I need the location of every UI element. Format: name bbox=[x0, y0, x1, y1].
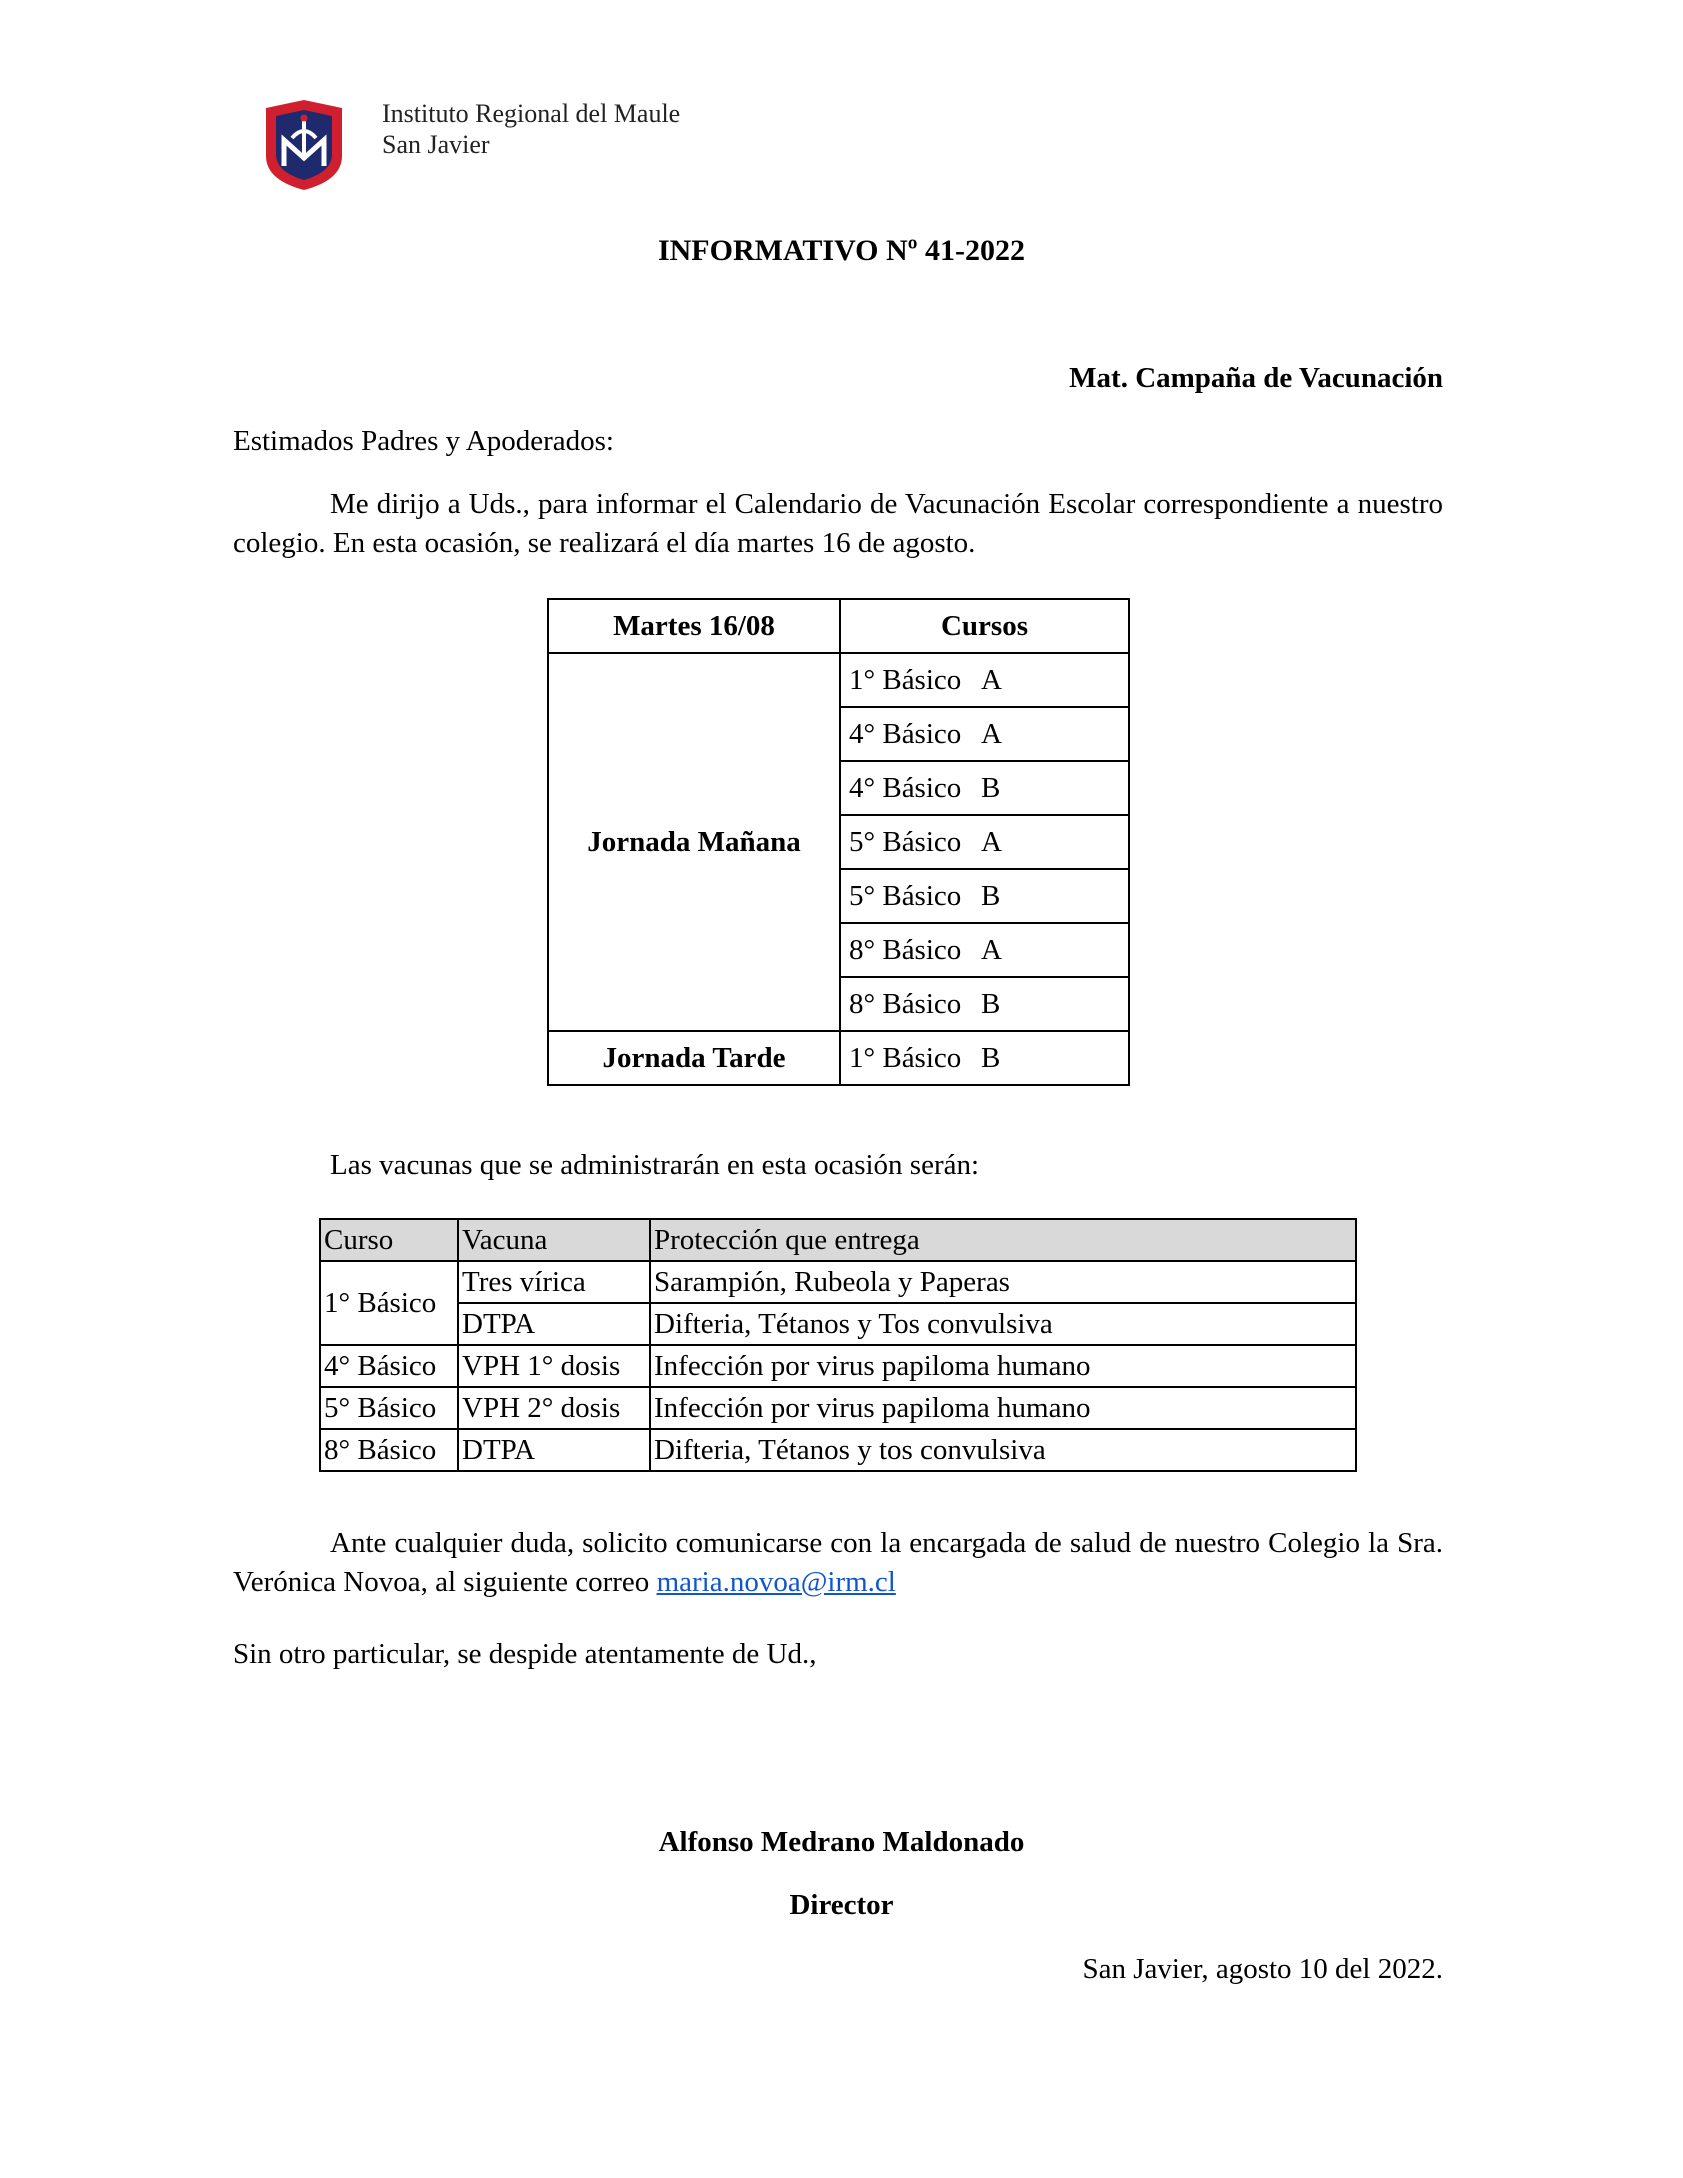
schedule-header-row bbox=[548, 599, 1129, 653]
vaccine-cell: DTPA bbox=[458, 1303, 650, 1345]
contact-paragraph bbox=[233, 1524, 1443, 1602]
header-course: Curso bbox=[320, 1219, 458, 1261]
vaccine-cell: DTPA bbox=[458, 1429, 650, 1471]
schedule-header-date: Martes 16/08 bbox=[548, 599, 840, 653]
course-cell: 4° Básico A bbox=[840, 707, 1129, 761]
signer-name: Alfonso Medrano Maldonado bbox=[658, 1826, 1025, 1858]
place-date: San Javier, agosto 10 del 2022. bbox=[1082, 1953, 1443, 1985]
intro-text: Me dirijo a Uds., para informar el Calendario de Vacunación Escolar correspondiente a nuestro colegio. En esta ocasión, se realizará el día martes 16 de agosto. bbox=[233, 488, 1443, 559]
table-row bbox=[548, 1031, 1129, 1085]
intro-paragraph bbox=[233, 485, 1443, 563]
table-row bbox=[320, 1345, 1356, 1387]
table-row bbox=[320, 1429, 1356, 1471]
course-cell: 5° Básico bbox=[320, 1387, 458, 1429]
course-cell: 5° Básico A bbox=[840, 815, 1129, 869]
vaccine-cell: Tres vírica bbox=[458, 1261, 650, 1303]
greeting: Estimados Padres y Apoderados: bbox=[233, 425, 614, 457]
subject-line: Mat. Campaña de Vacunación bbox=[1069, 362, 1443, 394]
document-title: INFORMATIVO Nº 41-2022 bbox=[657, 234, 1026, 267]
course-cell: 1° Básico A bbox=[840, 653, 1129, 707]
course-cell: 5° Básico B bbox=[840, 869, 1129, 923]
signer-role: Director bbox=[789, 1889, 894, 1921]
table-row bbox=[320, 1303, 1356, 1345]
schedule-header-courses: Cursos bbox=[840, 599, 1129, 653]
afternoon-shift-label: Jornada Tarde bbox=[548, 1031, 840, 1085]
school-logo bbox=[262, 98, 346, 192]
header-protection: Protección que entrega bbox=[650, 1219, 1356, 1261]
school-city: San Javier bbox=[382, 130, 490, 159]
contact-text: Ante cualquier duda, solicito comunicarse con la encargada de salud de nuestro Colegio la Sra. Verónica Novoa, al siguiente correo bbox=[233, 1527, 1443, 1598]
protection-cell: Infección por virus papiloma humano bbox=[650, 1345, 1356, 1387]
course-cell: 8° Básico B bbox=[840, 977, 1129, 1031]
vaccines-table bbox=[319, 1218, 1357, 1472]
school-name: Instituto Regional del Maule bbox=[382, 99, 681, 128]
contact-email-link[interactable]: maria.novoa@irm.cl bbox=[656, 1566, 896, 1598]
table-row bbox=[320, 1261, 1356, 1303]
header-vaccine: Vacuna bbox=[458, 1219, 650, 1261]
protection-cell: Sarampión, Rubeola y Paperas bbox=[650, 1261, 1356, 1303]
schedule-table bbox=[547, 598, 1130, 1086]
protection-cell: Difteria, Tétanos y Tos convulsiva bbox=[650, 1303, 1356, 1345]
table-row bbox=[548, 653, 1129, 707]
course-cell: 4° Básico bbox=[320, 1345, 458, 1387]
table-row bbox=[320, 1387, 1356, 1429]
closing-line: Sin otro particular, se despide atentamente de Ud., bbox=[233, 1638, 817, 1670]
course-cell: 1° Básico B bbox=[840, 1031, 1129, 1085]
vaccines-intro-text: Las vacunas que se administrarán en esta ocasión serán: bbox=[330, 1149, 980, 1181]
vaccine-cell: VPH 1° dosis bbox=[458, 1345, 650, 1387]
vaccine-cell: VPH 2° dosis bbox=[458, 1387, 650, 1429]
protection-cell: Infección por virus papiloma humano bbox=[650, 1387, 1356, 1429]
protection-cell: Difteria, Tétanos y tos convulsiva bbox=[650, 1429, 1356, 1471]
course-cell: 1° Básico bbox=[320, 1261, 458, 1345]
course-cell: 8° Básico A bbox=[840, 923, 1129, 977]
morning-shift-label: Jornada Mañana bbox=[548, 653, 840, 1031]
vaccines-header-row bbox=[320, 1219, 1356, 1261]
vaccines-intro bbox=[233, 1146, 1443, 1185]
school-name-block bbox=[382, 98, 680, 160]
course-cell: 4° Básico B bbox=[840, 761, 1129, 815]
course-cell: 8° Básico bbox=[320, 1429, 458, 1471]
